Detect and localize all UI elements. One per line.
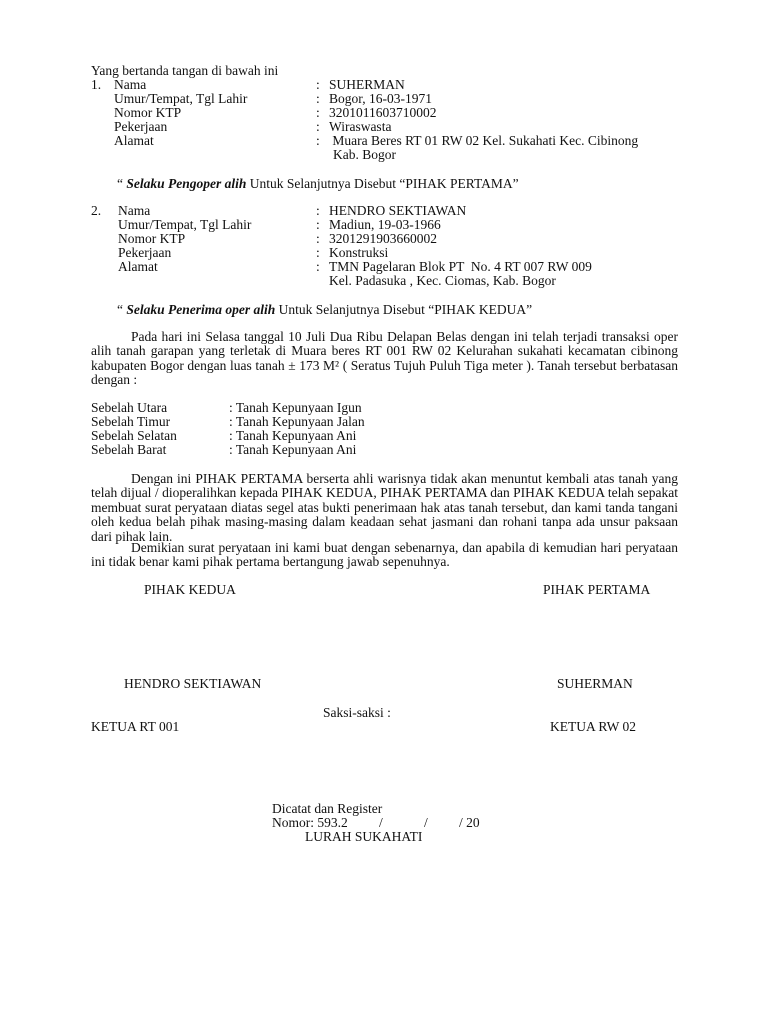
field-label: Pekerjaan bbox=[118, 245, 172, 260]
party2-number: 2. bbox=[91, 203, 102, 218]
register-official: LURAH SUKAHATI bbox=[305, 829, 423, 844]
party1-address-cont: Kab. Bogor bbox=[333, 147, 396, 162]
field-label: Pekerjaan bbox=[114, 119, 168, 134]
open-quote: “ bbox=[117, 176, 123, 191]
field-value: Konstruksi bbox=[329, 245, 389, 260]
signature-name-left: HENDRO SEKTIAWAN bbox=[124, 676, 262, 691]
register-year: / 20 bbox=[459, 815, 480, 830]
colon: : bbox=[316, 91, 320, 106]
field-label: Nomor KTP bbox=[114, 105, 182, 120]
party1-number: 1. bbox=[91, 77, 102, 92]
field-value: TMN Pagelaran Blok PT No. 4 RT 007 RW 009 bbox=[329, 259, 592, 274]
closing-paragraph: Demikian surat peryataan ini kami buat dengan sebenarnya, dan apabila di kemudian hari peryataan ini tidak benar kami pihak pertama bertangung jawab sepenuhnya. bbox=[91, 540, 678, 570]
border-side-value: : Tanah Kepunyaan Ani bbox=[229, 442, 357, 457]
field-label: Nama bbox=[118, 203, 151, 218]
signature-title-left: PIHAK KEDUA bbox=[144, 582, 236, 597]
colon: : bbox=[316, 259, 320, 274]
colon: : bbox=[316, 105, 320, 120]
field-value: Madiun, 19-03-1966 bbox=[329, 217, 441, 232]
agreement-paragraph: Dengan ini PIHAK PERTAMA berserta ahli warisnya tidak akan menuntut kembali atas tanah yang telah dijual / dioperalihkan kepada PIHAK KEDUA, PIHAK PERTAMA dan PIHAK KEDUA telah sepakat membuat surat peryataan diatas segel atas bukti penerimaan hak atas tanah tersebut, dan kami tanda tangani oleh kedua belah pihak masing-masing dalam keadaan sehat jasmani dan rohani tanpa ada unsur paksaan dari pihak lain. bbox=[91, 471, 678, 544]
colon: : bbox=[316, 133, 320, 148]
border-side-value: : Tanah Kepunyaan Jalan bbox=[229, 414, 365, 429]
field-value: Wiraswasta bbox=[329, 119, 392, 134]
border-side-label: Sebelah Barat bbox=[91, 442, 167, 457]
register-slash-2: / bbox=[424, 815, 428, 830]
field-label: Alamat bbox=[118, 259, 158, 274]
party1-role-line bbox=[117, 177, 519, 192]
colon: : bbox=[316, 77, 320, 92]
intro-text: Yang bertanda tangan di bawah ini bbox=[91, 63, 279, 78]
field-value: Bogor, 16-03-1971 bbox=[329, 91, 432, 106]
field-label: Nomor KTP bbox=[118, 231, 186, 246]
field-value: 3201011603710002 bbox=[329, 105, 437, 120]
party1-role-italic: Selaku Pengoper alih bbox=[126, 176, 247, 191]
colon: : bbox=[316, 231, 320, 246]
register-label: Dicatat dan Register bbox=[272, 801, 383, 816]
field-value: HENDRO SEKTIAWAN bbox=[329, 203, 467, 218]
witness-left: KETUA RT 001 bbox=[91, 719, 180, 734]
witness-label: Saksi-saksi : bbox=[323, 705, 391, 720]
border-side-value: : Tanah Kepunyaan Ani bbox=[229, 428, 357, 443]
party2-role-italic: Selaku Penerima oper alih bbox=[126, 302, 276, 317]
party1-role-rest: Untuk Selanjutnya Disebut “PIHAK PERTAMA” bbox=[249, 176, 519, 191]
signature-name-right: SUHERMAN bbox=[557, 676, 633, 691]
field-label: Umur/Tempat, Tgl Lahir bbox=[114, 91, 248, 106]
signature-title-right: PIHAK PERTAMA bbox=[543, 582, 651, 597]
transaction-paragraph: Pada hari ini Selasa tanggal 10 Juli Dua Ribu Delapan Belas dengan ini telah terjadi transaksi oper alih tanah garapan yang terletak di Muara beres RT 001 RW 02 Kelurahan sukahati kecamatan cibinong kabupaten Bogor dengan luas tanah ± 173 M² ( Seratus Tujuh Puluh Tiga meter ). Tanah tersebut berbatasan dengan : bbox=[91, 329, 678, 388]
field-label: Nama bbox=[114, 77, 147, 92]
field-value: 3201291903660002 bbox=[329, 231, 437, 246]
field-value: Muara Beres RT 01 RW 02 Kel. Sukahati Kec. Cibinong bbox=[329, 133, 639, 148]
border-side-label: Sebelah Utara bbox=[91, 400, 168, 415]
witness-right: KETUA RW 02 bbox=[550, 719, 637, 734]
party2-address-cont: Kel. Padasuka , Kec. Ciomas, Kab. Bogor bbox=[329, 273, 556, 288]
register-slash-1: / bbox=[379, 815, 383, 830]
colon: : bbox=[316, 217, 320, 232]
party2-role-rest: Untuk Selanjutnya Disebut “PIHAK KEDUA” bbox=[278, 302, 533, 317]
colon: : bbox=[316, 203, 320, 218]
colon: : bbox=[316, 245, 320, 260]
register-number: Nomor: 593.2 bbox=[272, 815, 348, 830]
party2-role-line bbox=[117, 303, 532, 318]
field-label: Umur/Tempat, Tgl Lahir bbox=[118, 217, 252, 232]
field-label: Alamat bbox=[114, 133, 154, 148]
border-side-label: Sebelah Timur bbox=[91, 414, 171, 429]
colon: : bbox=[316, 119, 320, 134]
open-quote: “ bbox=[117, 302, 123, 317]
border-side-label: Sebelah Selatan bbox=[91, 428, 177, 443]
field-value: SUHERMAN bbox=[329, 77, 405, 92]
border-side-value: : Tanah Kepunyaan Igun bbox=[229, 400, 362, 415]
